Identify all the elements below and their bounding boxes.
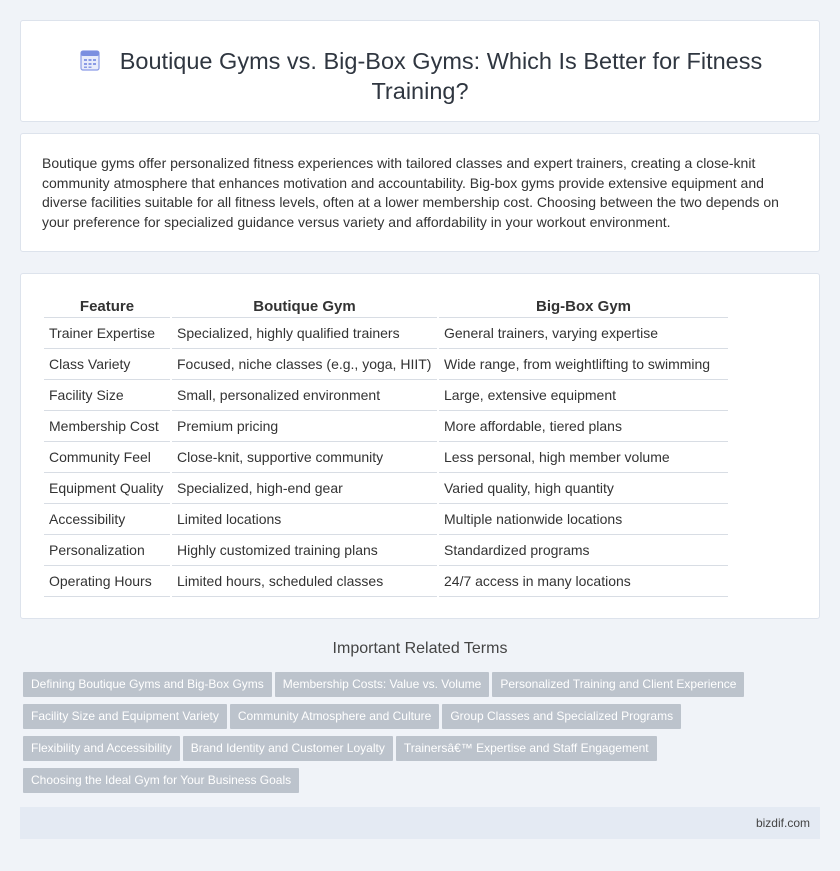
related-terms-list (23, 672, 803, 800)
tag-row (23, 672, 803, 704)
bigbox-cell: Varied quality, high quantity (439, 473, 728, 504)
related-term-tag[interactable]: Community Atmosphere and Culture (230, 704, 439, 729)
table-row (44, 473, 728, 504)
bigbox-cell: General trainers, varying expertise (439, 318, 728, 349)
bigbox-cell: Large, extensive equipment (439, 380, 728, 411)
boutique-cell: Small, personalized environment (172, 380, 437, 411)
intro-card (20, 133, 820, 252)
feature-cell: Personalization (44, 535, 170, 566)
bigbox-cell: Multiple nationwide locations (439, 504, 728, 535)
table-row (44, 411, 728, 442)
related-term-tag[interactable]: Choosing the Ideal Gym for Your Business Goals (23, 768, 299, 793)
header-boutique: Boutique Gym (172, 295, 437, 318)
tag-row (23, 736, 803, 768)
tag-row (23, 704, 803, 736)
table-row (44, 318, 728, 349)
boutique-cell: Close-knit, supportive community (172, 442, 437, 473)
feature-cell: Accessibility (44, 504, 170, 535)
bigbox-cell: Less personal, high member volume (439, 442, 728, 473)
comparison-table (42, 295, 730, 597)
related-terms-title: Important Related Terms (332, 640, 508, 657)
feature-cell: Equipment Quality (44, 473, 170, 504)
related-term-tag[interactable]: Membership Costs: Value vs. Volume (275, 672, 490, 697)
table-row (44, 442, 728, 473)
table-header-row (44, 295, 728, 318)
footer (20, 807, 820, 839)
feature-cell: Class Variety (44, 349, 170, 380)
related-term-tag[interactable]: Flexibility and Accessibility (23, 736, 180, 761)
bigbox-cell: Standardized programs (439, 535, 728, 566)
footer-site-link[interactable]: bizdif.com (755, 816, 810, 830)
table-row (44, 504, 728, 535)
bigbox-cell: 24/7 access in many locations (439, 566, 728, 597)
comparison-card (20, 273, 820, 619)
feature-cell: Facility Size (44, 380, 170, 411)
feature-cell: Community Feel (44, 442, 170, 473)
header-card (20, 20, 820, 122)
boutique-cell: Highly customized training plans (172, 535, 437, 566)
header-feature: Feature (44, 295, 170, 318)
boutique-cell: Specialized, high-end gear (172, 473, 437, 504)
related-term-tag[interactable]: Brand Identity and Customer Loyalty (183, 736, 393, 761)
table-row (44, 535, 728, 566)
table-row (44, 349, 728, 380)
related-term-tag[interactable]: Group Classes and Specialized Programs (442, 704, 681, 729)
bigbox-cell: Wide range, from weightlifting to swimming (439, 349, 728, 380)
bigbox-cell: More affordable, tiered plans (439, 411, 728, 442)
boutique-cell: Limited locations (172, 504, 437, 535)
document-icon (78, 48, 102, 72)
boutique-cell: Specialized, highly qualified trainers (172, 318, 437, 349)
header-bigbox: Big-Box Gym (439, 295, 728, 318)
page-title: Boutique Gyms vs. Big-Box Gyms: Which Is Better for Fitness Training? (119, 48, 763, 104)
related-term-tag[interactable]: Personalized Training and Client Experience (492, 672, 744, 697)
feature-cell: Trainer Expertise (44, 318, 170, 349)
related-term-tag[interactable]: Defining Boutique Gyms and Big-Box Gyms (23, 672, 272, 697)
title-wrap (61, 46, 779, 106)
boutique-cell: Focused, niche classes (e.g., yoga, HIIT) (172, 349, 437, 380)
boutique-cell: Limited hours, scheduled classes (172, 566, 437, 597)
intro-paragraph: Boutique gyms offer personalized fitness experiences with tailored classes and expert trainers, creating a close-knit community atmosphere that enhances motivation and accountability. Big-box gyms provide extensive equipment and diverse facilities suitable for all fitness levels, often at a lower membership cost. Choosing between the two depends on your preference for specialized guidance versus variety and affordability in your workout environment. (42, 155, 779, 230)
feature-cell: Membership Cost (44, 411, 170, 442)
table-row (44, 380, 728, 411)
table-row (44, 566, 728, 597)
tag-row (23, 768, 803, 800)
related-term-tag[interactable]: Facility Size and Equipment Variety (23, 704, 227, 729)
boutique-cell: Premium pricing (172, 411, 437, 442)
feature-cell: Operating Hours (44, 566, 170, 597)
related-term-tag[interactable]: Trainersâ€™ Expertise and Staff Engagement (396, 736, 657, 761)
